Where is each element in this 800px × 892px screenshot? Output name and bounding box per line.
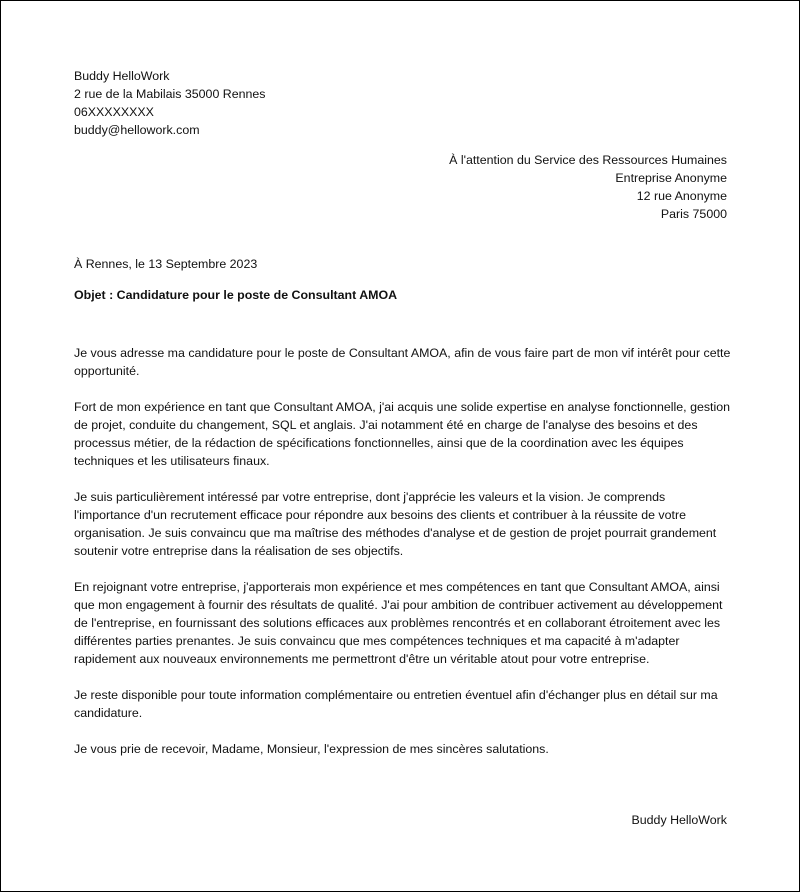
body-paragraph: Je reste disponible pour toute information complémentaire ou entretien éventuel afin d'échanger plus en détail sur ma candidature. <box>74 688 718 720</box>
body-paragraph: Je vous adresse ma candidature pour le poste de Consultant AMOA, afin de vous faire part de mon vif intérêt pour cette opportunité. <box>74 346 731 378</box>
sender-phone: 06XXXXXXXX <box>74 105 154 119</box>
recipient-attention: À l'attention du Service des Ressources Humaines <box>449 153 727 167</box>
body-paragraph: En rejoignant votre entreprise, j'apporterais mon expérience et mes compétences en tant que Consultant AMOA, ainsi que mon engagement à fournir des résultats de qualité. J'ai pour ambition de contribuer activement au développement de l'entreprise, en fournissant des solutions efficaces aux problèmes rencontrés et en collaborant étroitement avec les différentes parties prenantes. Je suis convaincu que mes compétences techniques et ma capacité à m'adapter rapidement aux nouveaux environnements me permettront d'être un véritable atout pour votre entreprise. <box>74 580 723 666</box>
sender-block <box>74 67 266 139</box>
recipient-street: 12 rue Anonyme <box>636 189 727 203</box>
sender-name: Buddy HelloWork <box>74 69 170 83</box>
body-paragraph: Je suis particulièrement intéressé par votre entreprise, dont j'apprécie les valeurs et la vision. Je comprends l'importance d'un recrutement efficace pour répondre aux besoins des clients et contribuer à la réussite de votre organisation. Je suis convaincu que ma maîtrise des méthodes d'analyse et de gestion de projet pourrait grandement soutenir votre entreprise dans la réalisation de ses objectifs. <box>74 490 717 558</box>
closing-paragraph: Je vous prie de recevoir, Madame, Monsieur, l'expression de mes sincères salutations. <box>74 742 549 756</box>
sender-address: 2 rue de la Mabilais 35000 Rennes <box>74 87 266 101</box>
body-paragraph: Fort de mon expérience en tant que Consultant AMOA, j'ai acquis une solide expertise en analyse fonctionnelle, gestion de projet, conduite du changement, SQL et anglais. J'ai notamment été en charge de l'analyse des besoins et des processus métier, de la rédaction de spécifications fonctionnelles, ainsi que de la coordination avec les équipes techniques et les utilisateurs finaux. <box>74 400 731 468</box>
subject-line: Objet : Candidature pour le poste de Consultant AMOA <box>74 288 398 302</box>
letter-body <box>74 344 734 776</box>
recipient-city: Paris 75000 <box>660 207 727 221</box>
recipient-company: Entreprise Anonyme <box>615 171 727 185</box>
recipient-block <box>449 151 727 223</box>
date-line: À Rennes, le 13 Septembre 2023 <box>74 257 258 271</box>
sender-email: buddy@hellowork.com <box>74 123 200 137</box>
signature: Buddy HelloWork <box>631 813 727 827</box>
